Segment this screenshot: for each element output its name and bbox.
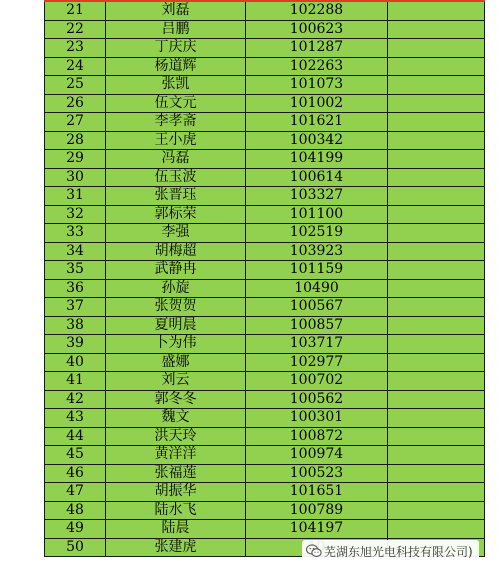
empty-cell (388, 501, 485, 520)
row-number-cell: 44 (45, 427, 106, 446)
table-row (45, 409, 485, 428)
empty-cell (388, 168, 485, 187)
employee-id-cell: 101287 (246, 39, 388, 58)
employee-id-cell: 100342 (246, 131, 388, 150)
empty-cell (388, 39, 485, 58)
row-number-cell: 25 (45, 76, 106, 95)
wechat-icon (306, 544, 322, 558)
empty-cell (388, 76, 485, 95)
row-number-cell: 42 (45, 390, 106, 409)
name-cell: 胡梅超 (106, 242, 246, 261)
empty-cell (388, 131, 485, 150)
name-cell: 洪天玲 (106, 427, 246, 446)
row-number-cell: 31 (45, 187, 106, 206)
row-number-cell: 39 (45, 335, 106, 354)
watermark (302, 540, 479, 562)
employee-id-cell: 103327 (246, 187, 388, 206)
empty-cell (388, 205, 485, 224)
row-number-cell: 24 (45, 57, 106, 76)
name-cell: 黄洋洋 (106, 446, 246, 465)
row-number-cell: 29 (45, 150, 106, 169)
name-cell: 李强 (106, 224, 246, 243)
name-cell: 陆晨 (106, 520, 246, 539)
name-cell: 张凯 (106, 76, 246, 95)
row-number-cell: 21 (45, 1, 106, 20)
empty-cell (388, 316, 485, 335)
employee-id-cell: 100623 (246, 20, 388, 39)
table-row (45, 187, 485, 206)
employee-id-cell: 100562 (246, 390, 388, 409)
employee-id-cell: 102519 (246, 224, 388, 243)
empty-cell (388, 242, 485, 261)
empty-cell (388, 224, 485, 243)
table-row (45, 113, 485, 132)
empty-cell (388, 353, 485, 372)
employee-id-cell: 10490 (246, 279, 388, 298)
empty-cell (388, 390, 485, 409)
table-body (45, 1, 485, 557)
row-number-cell: 33 (45, 224, 106, 243)
empty-cell (388, 464, 485, 483)
empty-cell (388, 113, 485, 132)
name-cell: 郭冬冬 (106, 390, 246, 409)
table-row (45, 335, 485, 354)
empty-cell (388, 372, 485, 391)
empty-cell (388, 409, 485, 428)
row-number-cell: 35 (45, 261, 106, 280)
employee-id-cell: 104199 (246, 150, 388, 169)
row-number-cell: 43 (45, 409, 106, 428)
table-row (45, 261, 485, 280)
row-number-cell: 48 (45, 501, 106, 520)
name-cell: 杨道辉 (106, 57, 246, 76)
name-cell: 胡振华 (106, 483, 246, 502)
table-row (45, 168, 485, 187)
table-row (45, 501, 485, 520)
employee-id-cell: 100567 (246, 298, 388, 317)
table-row (45, 483, 485, 502)
table-row (45, 316, 485, 335)
empty-cell (388, 1, 485, 20)
name-cell: 刘磊 (106, 1, 246, 20)
table-row (45, 464, 485, 483)
employee-id-cell: 100789 (246, 501, 388, 520)
employee-id-cell: 100614 (246, 168, 388, 187)
name-cell: 刘云 (106, 372, 246, 391)
empty-cell (388, 483, 485, 502)
table-row (45, 76, 485, 95)
table-row (45, 353, 485, 372)
name-cell: 夏明晨 (106, 316, 246, 335)
employee-id-cell: 100857 (246, 316, 388, 335)
employee-id-cell: 100974 (246, 446, 388, 465)
name-cell: 郭标荣 (106, 205, 246, 224)
table-row (45, 242, 485, 261)
name-cell: 张贺贺 (106, 298, 246, 317)
row-number-cell: 49 (45, 520, 106, 539)
row-number-cell: 28 (45, 131, 106, 150)
row-number-cell: 50 (45, 538, 106, 557)
employee-id-cell: 102288 (246, 1, 388, 20)
name-cell: 魏文 (106, 409, 246, 428)
table-row (45, 372, 485, 391)
row-number-cell: 38 (45, 316, 106, 335)
table-row (45, 520, 485, 539)
row-number-cell: 40 (45, 353, 106, 372)
empty-cell (388, 520, 485, 539)
row-number-cell: 47 (45, 483, 106, 502)
row-number-cell: 23 (45, 39, 106, 58)
employee-id-cell: 100523 (246, 464, 388, 483)
employee-id-cell: 102263 (246, 57, 388, 76)
employee-table (44, 0, 485, 557)
name-cell: 卜为伟 (106, 335, 246, 354)
empty-cell (388, 298, 485, 317)
name-cell: 丁庆庆 (106, 39, 246, 58)
table-row (45, 279, 485, 298)
spreadsheet (44, 0, 484, 557)
employee-id-cell: 103717 (246, 335, 388, 354)
row-number-cell: 34 (45, 242, 106, 261)
employee-id-cell: 102977 (246, 353, 388, 372)
empty-cell (388, 20, 485, 39)
row-number-cell: 32 (45, 205, 106, 224)
empty-cell (388, 446, 485, 465)
row-number-cell: 41 (45, 372, 106, 391)
employee-id-cell: 104197 (246, 520, 388, 539)
employee-id-cell: 101100 (246, 205, 388, 224)
employee-id-cell: 101621 (246, 113, 388, 132)
name-cell: 冯磊 (106, 150, 246, 169)
row-number-cell: 46 (45, 464, 106, 483)
name-cell: 陆水飞 (106, 501, 246, 520)
table-row (45, 427, 485, 446)
employee-id-cell: 101073 (246, 76, 388, 95)
name-cell: 伍文元 (106, 94, 246, 113)
row-number-cell: 22 (45, 20, 106, 39)
employee-id-cell: 103923 (246, 242, 388, 261)
name-cell: 伍玉波 (106, 168, 246, 187)
table-row (45, 446, 485, 465)
empty-cell (388, 57, 485, 76)
table-row (45, 94, 485, 113)
empty-cell (388, 150, 485, 169)
name-cell: 王小虎 (106, 131, 246, 150)
table-row (45, 298, 485, 317)
row-number-cell: 45 (45, 446, 106, 465)
table-row (45, 57, 485, 76)
name-cell: 张晋珏 (106, 187, 246, 206)
employee-id-cell: 100301 (246, 409, 388, 428)
table-row (45, 131, 485, 150)
employee-id-cell: 101002 (246, 94, 388, 113)
table-row (45, 390, 485, 409)
employee-id-cell: 101651 (246, 483, 388, 502)
table-row (45, 20, 485, 39)
empty-cell (388, 94, 485, 113)
watermark-text: 芜湖东旭光电科技有限公司) (324, 544, 473, 559)
name-cell: 李孝斋 (106, 113, 246, 132)
name-cell: 盛娜 (106, 353, 246, 372)
row-number-cell: 27 (45, 113, 106, 132)
row-number-cell: 37 (45, 298, 106, 317)
row-number-cell: 30 (45, 168, 106, 187)
row-number-cell: 36 (45, 279, 106, 298)
row-number-cell: 26 (45, 94, 106, 113)
name-cell: 张福莲 (106, 464, 246, 483)
table-row (45, 150, 485, 169)
empty-cell (388, 187, 485, 206)
table-row (45, 205, 485, 224)
empty-cell (388, 279, 485, 298)
empty-cell (388, 335, 485, 354)
table-row (45, 224, 485, 243)
name-cell: 武静冉 (106, 261, 246, 280)
name-cell: 张建虎 (106, 538, 246, 557)
empty-cell (388, 261, 485, 280)
table-row (45, 39, 485, 58)
name-cell: 孙旋 (106, 279, 246, 298)
empty-cell (388, 427, 485, 446)
employee-id-cell: 100872 (246, 427, 388, 446)
employee-id-cell: 101159 (246, 261, 388, 280)
table-row (45, 1, 485, 20)
name-cell: 吕鹏 (106, 20, 246, 39)
employee-id-cell: 100702 (246, 372, 388, 391)
